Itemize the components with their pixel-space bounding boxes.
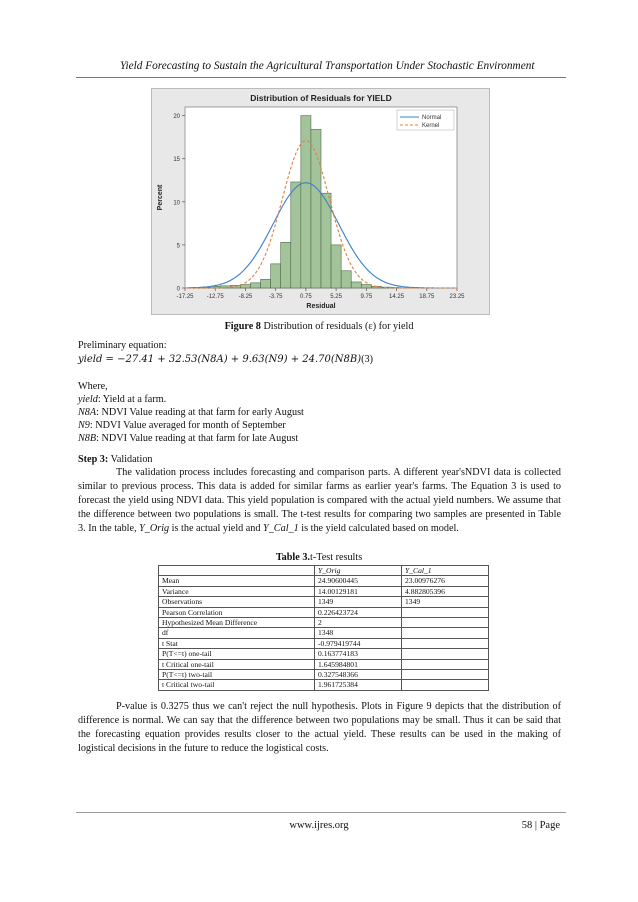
histogram-bar	[361, 285, 371, 288]
x-tick-label: 0.75	[300, 294, 312, 300]
table-cell: 24.90600445	[315, 576, 402, 586]
histogram-bar	[301, 116, 311, 288]
table-title	[0, 552, 638, 563]
table-cell	[402, 628, 489, 638]
table-row	[159, 649, 489, 659]
table-cell: 1.645984801	[315, 659, 402, 669]
histogram-bar	[250, 283, 260, 288]
y-tick-label: 0	[176, 286, 180, 293]
footer-url: www.ijres.org	[289, 820, 349, 831]
where-label: Where,	[78, 381, 108, 392]
table-cell: 0.226423724	[315, 607, 402, 617]
header-rule	[76, 77, 566, 78]
y-axis-label: Percent	[157, 184, 164, 211]
equation-intro: Preliminary equation:	[78, 340, 167, 351]
step3-heading: Step 3: Validation	[78, 454, 153, 465]
x-tick-label: 23.25	[449, 294, 465, 300]
y-tick-label: 20	[173, 114, 180, 121]
table-cell	[402, 659, 489, 669]
table-cell	[402, 618, 489, 628]
definition-item: N8B: NDVI Value reading at that farm for late August	[78, 433, 299, 444]
table-cell: 1.961725384	[315, 680, 402, 690]
table-row	[159, 680, 489, 690]
x-tick-label: -17.25	[176, 294, 194, 300]
step3-paragraph: The validation process includes forecasting and comparison parts. A different year'sNDVI data is collected similar to previous process. This data is added for similar farms as earlier year's farms. The Equation 3 is used to forecast the yield using NDVI data. This yield population is compared with the actual yield numbers. We assume that the difference between two populations is small. The t-test results for comparing two samples are presented in Table 3. In the table, Y_Orig is the actual yield and Y_Cal_1 is the yield calculated based on model.	[78, 467, 561, 534]
table-cell: -0.979419744	[315, 638, 402, 648]
table-cell: Hypothesized Mean Difference	[159, 618, 315, 628]
table-cell	[402, 680, 489, 690]
table-row	[159, 659, 489, 669]
table-cell: Observations	[159, 597, 315, 607]
legend-label: Kernel	[422, 123, 440, 130]
residual-histogram-chart	[152, 89, 489, 314]
table-row	[159, 607, 489, 617]
table-cell: 1349	[315, 597, 402, 607]
histogram-bar	[240, 285, 250, 288]
table-row	[159, 628, 489, 638]
table-header-cell: Y_Orig	[315, 566, 402, 576]
histogram-bar	[261, 279, 271, 288]
table-row	[159, 618, 489, 628]
histogram-bar	[281, 242, 291, 288]
equation-number: (3)	[361, 354, 374, 365]
table-cell: Pearson Correlation	[159, 607, 315, 617]
table-cell: Mean	[159, 576, 315, 586]
equation-line	[78, 353, 373, 366]
figure-caption-text: Distribution of residuals (ε) for yield	[260, 321, 414, 332]
table-cell: 2	[315, 618, 402, 628]
x-tick-label: 5.25	[330, 294, 342, 300]
figure-caption	[0, 321, 638, 332]
table-cell	[402, 638, 489, 648]
definition-item: N9: NDVI Value averaged for month of September	[78, 420, 286, 431]
legend-label: Normal	[422, 115, 442, 122]
table-cell: 4.882805396	[402, 586, 489, 596]
x-tick-label: -12.75	[206, 294, 224, 300]
table-row	[159, 597, 489, 607]
footer-page-number: 58 | Page	[521, 820, 560, 831]
table-cell: 14.00129181	[315, 586, 402, 596]
table-cell: t Critical two-tail	[159, 680, 315, 690]
chart-title: Distribution of Residuals for YIELD	[250, 93, 392, 103]
definition-item: N8A: NDVI Value reading at that farm for early August	[78, 407, 304, 418]
table-cell: 1349	[402, 597, 489, 607]
table-cell	[402, 649, 489, 659]
histogram-bar	[351, 282, 361, 288]
table-header-row	[159, 566, 489, 576]
y-tick-label: 5	[176, 243, 180, 250]
table-cell: df	[159, 628, 315, 638]
x-tick-label: -3.75	[268, 294, 283, 300]
table-row	[159, 670, 489, 680]
y-tick-label: 10	[173, 200, 180, 207]
table-cell: P(T<=t) two-tail	[159, 670, 315, 680]
x-tick-label: 18.75	[419, 294, 435, 300]
figure-caption-label: Figure 8	[224, 321, 261, 332]
table-cell: 1348	[315, 628, 402, 638]
table-cell: t Stat	[159, 638, 315, 648]
table-cell: P(T<=t) one-tail	[159, 649, 315, 659]
histogram-bar	[271, 264, 281, 288]
table-header-cell: Y_Cal_1	[402, 566, 489, 576]
table-title-label: Table 3.	[275, 552, 310, 563]
table-row	[159, 638, 489, 648]
y-tick-label: 15	[173, 157, 180, 164]
table-cell: t Critical one-tail	[159, 659, 315, 669]
footer-rule	[76, 812, 566, 813]
conclusion-paragraph: P-value is 0.3275 thus we can't reject the null hypothesis. Plots in Figure 9 depicts that the distribution of difference is normal. We can say that the difference between two populations may be small. Thus it can be said that the forecasting equation provides results closer to the actual yield. These results can be used in the making of logistical decisions in the future to reduce the logistical costs.	[78, 701, 561, 754]
x-tick-label: 14.25	[389, 294, 405, 300]
histogram-bar	[341, 271, 351, 288]
residual-histogram-figure	[151, 88, 490, 315]
table-cell: 0.163774183	[315, 649, 402, 659]
running-header: Yield Forecasting to Sustain the Agricultural Transportation Under Stochastic Environment	[120, 60, 535, 72]
table-header-cell	[159, 566, 315, 576]
table-cell	[402, 607, 489, 617]
t-test-table	[158, 565, 489, 691]
table-cell: Variance	[159, 586, 315, 596]
table-title-text: t-Test results	[309, 552, 363, 563]
histogram-bar	[291, 182, 301, 288]
x-tick-label: -8.25	[238, 294, 253, 300]
table-cell	[402, 670, 489, 680]
table-row	[159, 586, 489, 596]
table-row	[159, 576, 489, 586]
definition-item: yield: Yield at a farm.	[78, 394, 167, 405]
equation-formula: yield = −27.41 + 32.53(N8A) + 9.63(N9) + 24.70(N8B)	[78, 354, 362, 365]
histogram-bar	[331, 245, 341, 288]
x-tick-label: 9.75	[360, 294, 373, 300]
table-cell: 23.00976276	[402, 576, 489, 586]
x-axis-label: Residual	[306, 303, 336, 310]
table-cell: 0.327548366	[315, 670, 402, 680]
